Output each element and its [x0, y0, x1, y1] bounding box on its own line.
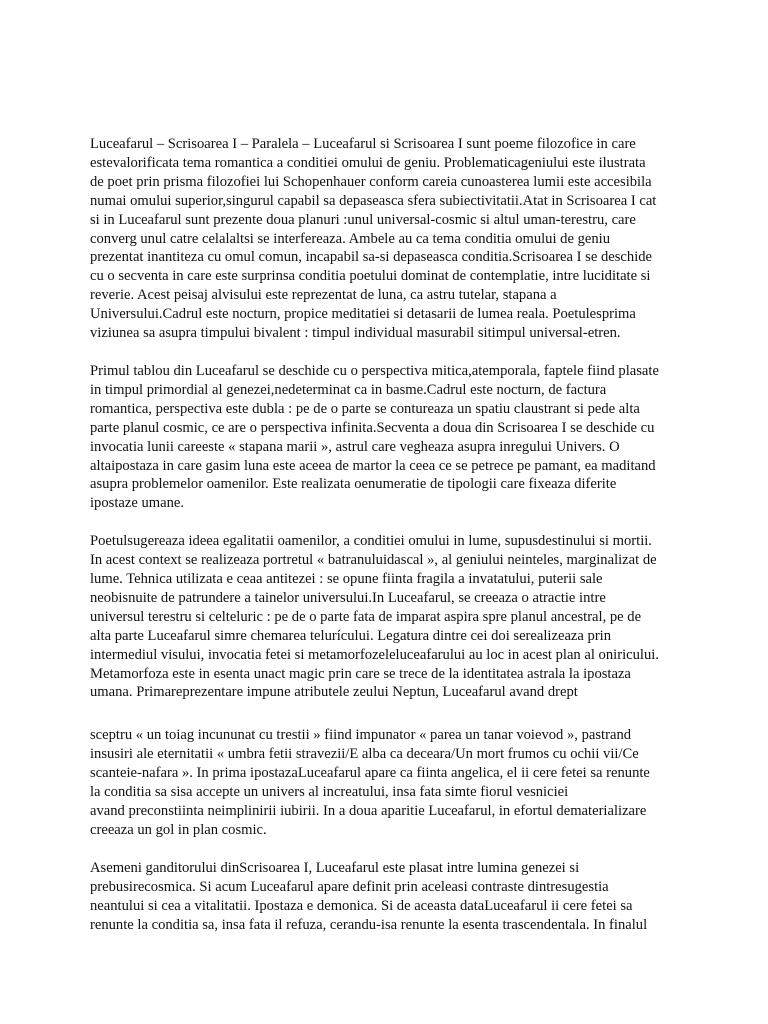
paragraph-2: Primul tablou din Luceafarul se deschide cu o perspectiva mitica,atemporala, faptele fiind plasate in timpul primordial al genezei,nedeterminat ca in basme.Cadrul este nocturn, de factura romantica, perspectiva este dubla : pe de o parte se contureaza un spatiu claustrant si pede alta parte planul cosmic, ce are o perspectiva infinita.Secventa a doua din Scrisoarea I se deschide cu invocatia lunii careeste « stapana marii », astrul care vegheaza asupra inregului Univers. O altaipostaza in care gasim luna este aceea de martor la ceea ce se petrece pe pamant, ea maditand asupra problemelor oamenilor. Este realizata oenumeratie de tipologii care fixeaza diferite ipostaze umane. — [90, 362, 659, 512]
paragraph-5: Asemeni ganditorului dinScrisoarea I, Luceafarul este plasat intre lumina genezei si prebusirecosmica. Si acum Luceafarul apare definit prin aceleasi contraste dintresugestia neantului si cea a vitalitatii. Ipostaza e demonica. Si de aceasta dataLuceafarul ii cere fetei sa renunte la conditia sa, insa fata il refuza, cerandu-isa renunte la esenta trascendentala. In finalul — [90, 859, 648, 933]
paragraph-4: sceptru « un toiag incununat cu trestii » fiind impunator « parea un tanar voievod », pastrand insusiri ale eternitatii « umbra fetii stravezii/E alba ca deceara/Un mort frumos cu ochii vii/Ce scanteie-nafara ». In prima ipostazaLuceafarul apare ca fiinta angelica, el ii cere fetei sa renunte la conditia sa sisa accepte un univers al increatului, insa fata simte fiorul vesniciei avand preconstiinta neimplinirii iubirii. In a doua aparitie Luceafarul, in efortul dematerializare creeaza un gol in plan cosmic. — [90, 727, 650, 838]
paragraph-3: Poetulsugereaza ideea egalitatii oamenilor, a conditiei omului in lume, supusdestinului si mortii. In acest context se realizeaza portretul « batranuluidascal », al geniului neinteles, marginalizat de lume. Tehnica utilizata e ceaa antitezei : se opune fiinta fragila a invatatului, puterii sale neobisnuite de patrundere a tainelor universului.In Luceafarul, se creeaza o atractie intre universul terestru si celteluric : pe de o parte fata de imparat aspira spre planul ancestral, pe de alta parte Luceafarul simre chemarea telurícului. Legatura dintre cei doi serealizeaza prin intermediul visului, invocatia fetei si metamorfozeleluceafarului au loc in acest plan al oniricului. Metamorfoza este in esenta unact magic prin care se trece de la identitatea astrala la ipostaza umana. Primareprezentare impune atributele zeului Neptun, Luceafarul avand drept — [90, 533, 659, 701]
paragraph-1: Luceafarul – Scrisoarea I – Paralela – Luceafarul si Scrisoarea I sunt poeme filozofice in care estevalorificata tema romantica a conditiei omului de geniu. Problematicageniului este ilustrata de poet prin prisma filozofiei lui Schopenhauer conform careia cunoasterea lumii este accesibila numai omului superior,singurul capabil sa depaseasca sfera subiectivitatii.Atat in Scrisoarea I cat si in Luceafarul sunt prezente doua planuri :unul universal-cosmic si altul uman-terestru, care converg unul catre celalaltsi se interfereaza. Ambele au ca tema conditia omului de geniu prezentat inantiteza cu omul comun, incapabil sa-si depaseasca conditia.Scrisoarea I se deschide cu o secventa in care este surprinsa conditia poetului dominat de contemplatie, intre luciditate si reverie. Acest peisaj alvisului este reprezentat de luna, ca astru tutelar, stapana a Universului.Cadrul este nocturn, propice meditatiei si detasarii de lumea reala. Poetulesprima viziunea sa asupra timpului bivalent : timpul individual masurabil sitimpul universal-etren. — [90, 136, 657, 342]
document-body — [90, 135, 690, 953]
